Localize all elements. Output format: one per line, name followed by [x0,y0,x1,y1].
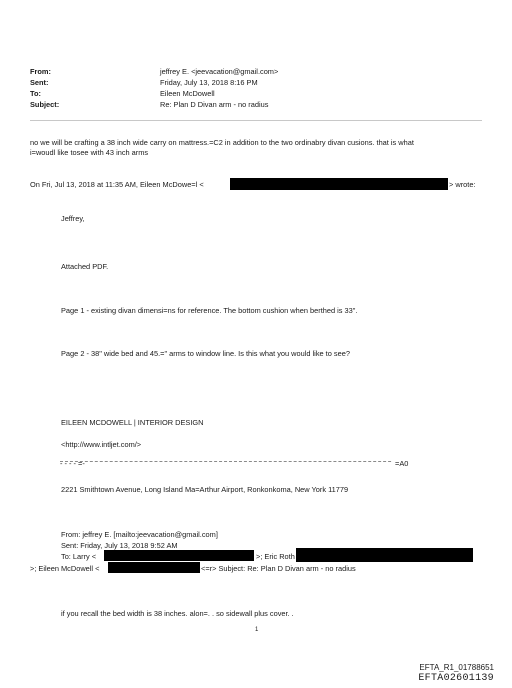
redaction-bar [296,548,473,562]
redaction-bar [104,550,254,561]
page1-note: Page 1 - existing divan dimensi=ns for reference. The bottom cushion when berthed is 33". [61,306,358,315]
from-value: jeffrey E. <jeevacation@gmail.com> [160,67,279,76]
dash-prefix: - - - - =- [60,459,85,468]
address: 2221 Smithtown Avenue, Long Island Ma=Arthur Airport, Ronkonkoma, New York 11779 [61,485,349,494]
footer-id-1: EFTA_R1_01788651 [419,663,494,672]
body-line-2: i=woudl like tosee with 43 inch arms [30,148,149,157]
footer-id-2: EFTA02601139 [418,673,494,684]
greeting: Jeffrey, [61,214,85,223]
recall-note: if you recall the bed width is 38 inches. alon=. . so sidewall plus cover. . [61,609,294,618]
forward-from: From: jeffrey E. [mailto:jeevacation@gmail.com] [61,530,218,539]
subject-value: Re: Plan D Divan arm - no radius [160,100,269,109]
redaction-bar [230,178,448,190]
subject-label: Subject: [30,100,60,109]
forward-to: To: Larry < [61,552,97,561]
quote-header-prefix: On Fri, Jul 13, 2018 at 11:35 AM, Eileen McDowe=l < [30,180,204,189]
forward-cc: >; Eileen McDowell < [30,564,100,573]
sent-label: Sent: [30,78,49,87]
forward-sent: Sent: Friday, July 13, 2018 9:52 AM [61,541,178,550]
signature-url[interactable]: <http://www.intljet.com/> [61,440,142,449]
redaction-bar [108,562,200,573]
dash-suffix: =A0 [395,459,409,468]
from-label: From: [30,67,51,76]
page2-note: Page 2 - 38" wide bed and 45.=" arms to window line. Is this what you would like to see? [61,349,350,358]
attached-note: Attached PDF. [61,262,109,271]
quote-header-suffix: > wrote: [449,180,476,189]
signature-name: EILEEN MCDOWELL | INTERIOR DESIGN [61,418,204,427]
body-line-1: no we will be crafting a 38 inch wide carry on mattress.=C2 in addition to the two ordinabry divan cusions. that is what [30,138,414,147]
dashed-separator [60,461,406,462]
header-divider [30,120,482,121]
page-number: 1 [255,627,259,633]
to-value: Eileen McDowell [160,89,215,98]
sent-value: Friday, July 13, 2018 8:16 PM [160,78,258,87]
to-label: To: [30,89,41,98]
forward-to-mid: >; Eric Roth [256,552,295,561]
forward-subject: <=r> Subject: Re: Plan D Divan arm - no radius [201,564,356,573]
